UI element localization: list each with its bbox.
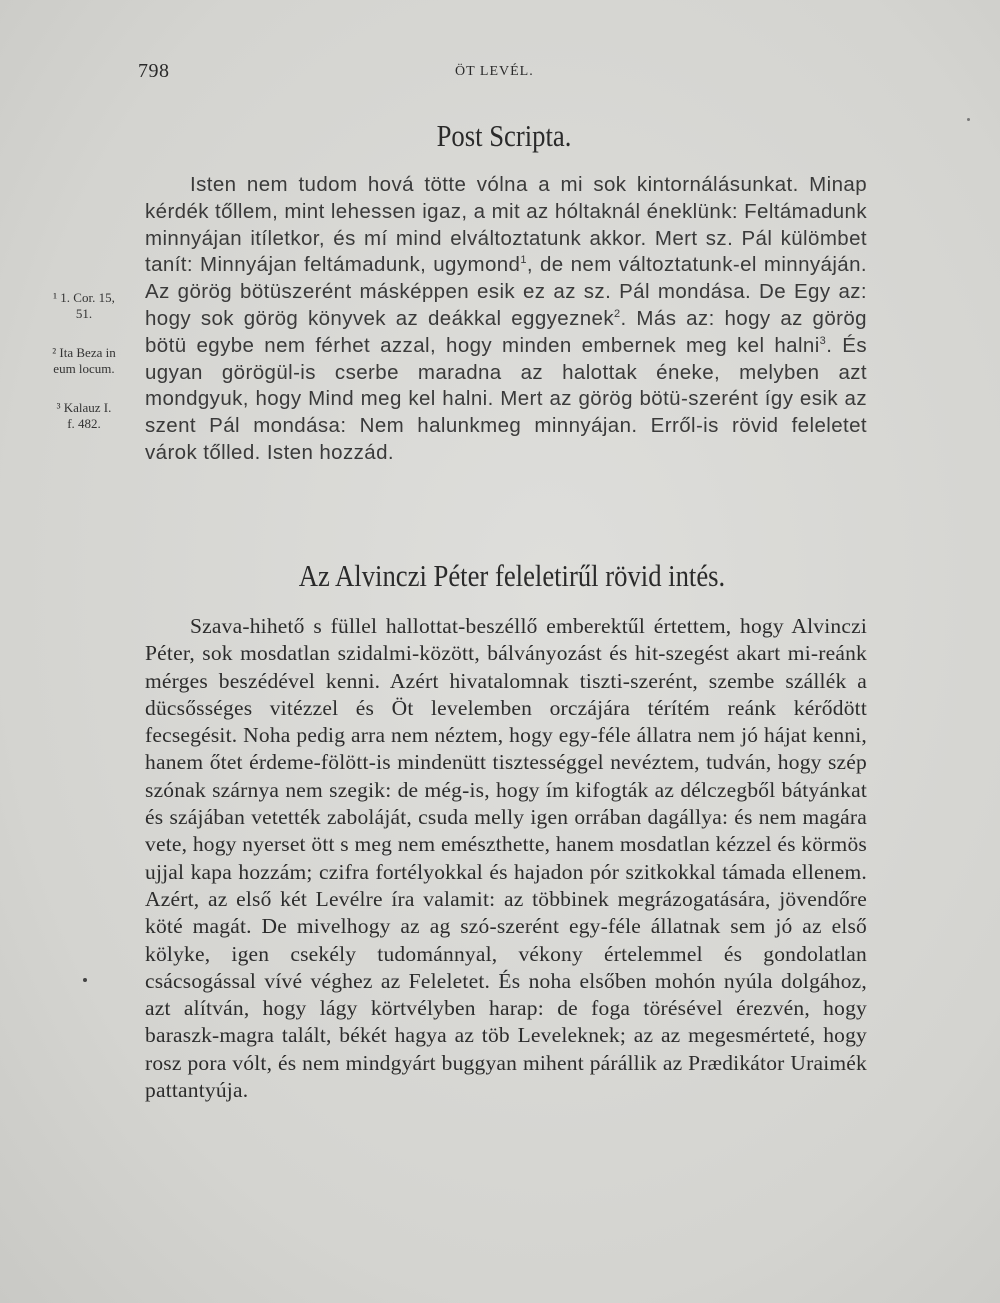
footnote-ref-1: 1 — [520, 254, 527, 267]
footnote-ref-2: 2 — [614, 308, 621, 321]
text-segment: . Más az: hogy az görög bötü egybe nem férhet azzal, hogy minden embernek meg kel halni — [145, 306, 867, 357]
margin-note-2 — [34, 345, 134, 377]
section-title-post-scripta: Post Scripta. — [436, 118, 572, 153]
alvinczi-paragraph — [145, 613, 867, 1104]
post-scripta-paragraph — [145, 172, 867, 467]
text-segment: Isten nem tudom hová tötte vólna a mi sok kintornálásunkat. Minap kérdék tőllem, mint lehessen igaz, a mit az hóltaknál éneklünk: Feltámadunk minnyájan itíletkor, és mí mind elváltoztatunk akkor. Mert sz. Pál külömbet tanít: Minnyájan feltámadunk, ugymond — [145, 173, 867, 277]
text-segment: , de nem változtatunk-el minnyáján. Az görög bötüszerént másképpen esik ez az sz. Pál mondása. De Egy az: hogy sok görög könyvek az deákkal eggyeznek — [145, 253, 867, 330]
ink-speck — [83, 978, 87, 982]
margin-note-line: ³ Kalauz I. — [56, 400, 112, 415]
margin-note-line: ¹ 1. Cor. 15, — [53, 290, 115, 305]
margin-note-line: f. 482. — [67, 416, 101, 431]
margin-note-line: 51. — [75, 306, 93, 321]
footnote-ref-3: 3 — [819, 334, 827, 347]
post-scripta-text — [145, 172, 867, 467]
page-number: 798 — [138, 60, 170, 82]
margin-note-line: ² Ita Beza in — [52, 345, 116, 360]
alvinczi-text: Szava-hihető s füllel hallottat-beszéllő emberektűl értettem, hogy Alvinczi Péter, sok mosdatlan szidalmi-között, bálványozást és hit-szegést akart mi-reánk mérges beszédével kenni. Azért hivatalomnak tiszti-szerént, szembe szállék a dücsősséges vitézzel és Öt levelemben orczájára térítém reánk kérődött fecsegésit. Noha pedig arra nem néztem, hogy egy-féle állatra nem jó hájat kenni, hanem őtet érdeme-fölött-is mindenütt tisztességgel nevéztem, tudván, hogy szép szónak szárnya nem szegik: de még-is, hogy ím kifogták az délczegből bátyánkat és szájában vetették zaboláját, csuda melly igen orrában dagállya: és nem magára vete, hogy nyerset ött s meg nem emészthette, hanem mosdatlan kézzel és körmös ujjal kapa hozzám; czifra fortélyokkal és hajadon pór szitkokkal támada ellenem. Azért, az első két Levélre íra valamit: az többinek megrázogatására, jövendőre köté magát. De mivelhogy az ag szó-szerént egy-féle állatnak sem jó az első kölyke, igen csekély tudománnyal, vékony értelemmel és gondolatlan csácsogással vívé véghez az Feleletet. És noha elsőben mohón nyúla dolgához, azt alítván, hogy lágy körtvélyben harap: de foga törésével érezvén, hogy baraszk-magra talált, békét hagya az töb Leveleknek; az az megesmérteté, hogy rosz pora vólt, és nem mindgyárt buggyan mihent párállik az Prædikátor Uraimék pattantyúja. — [145, 614, 867, 1103]
margin-note-3 — [34, 400, 134, 432]
section-title-alvinczi: Az Alvinczi Péter feleletirűl rövid intés. — [298, 558, 726, 593]
ink-speck — [967, 118, 970, 121]
running-head: ÖT LEVÉL. — [455, 64, 534, 79]
margin-note-1 — [34, 290, 134, 322]
margin-note-line: eum locum. — [53, 361, 115, 376]
text-segment: . És ugyan görögül-is cserbe maradna az halottak éneke, melyben azt mondgyuk, hogy Mind meg kel halni. Mert az görög bötü-szerént így esik az szent Pál mondása: Nem halunkmeg minnyájan. Erről-is rövid feleletet várok tőlled. Isten hozzád. — [145, 333, 867, 464]
